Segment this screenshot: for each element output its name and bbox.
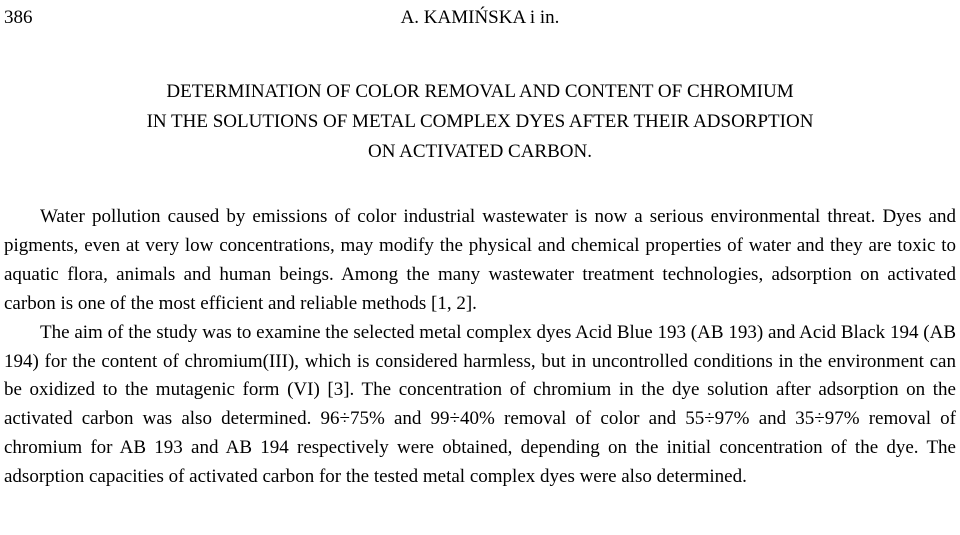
abstract-paragraph-1: Water pollution caused by emissions of color industrial wastewater is now a serious environmental threat. Dyes and pigments, even at very low concentrations, may modify the physical and chemical properties of water and they are toxic to aquatic flora, animals and human beings. Among the many wastewater treatment technologies, adsorption on activated carbon is one of the most efficient and reliable methods [1, 2]. — [4, 206, 956, 314]
article-title — [0, 77, 960, 167]
page-number: 386 — [4, 7, 33, 28]
abstract-paragraph-2: The aim of the study was to examine the selected metal complex dyes Acid Blue 193 (AB 193) and Acid Black 194 (AB 194) for the content of chromium(III), which is considered harmless, but in uncontrolled conditions in the environment can be oxidized to the mutagenic form (VI) [3]. The concentration of chromium in the dye solution after adsorption on the activated carbon was also determined. 96÷75% and 99÷40% removal of color and 55÷97% and 35÷97% removal of chromium for AB 193 and AB 194 respectively were obtained, depending on the initial concentration of the dye. The adsorption capacities of activated carbon for the tested metal complex dyes were also determined. — [4, 321, 956, 488]
abstract-body — [4, 203, 956, 492]
title-line-2: IN THE SOLUTIONS OF METAL COMPLEX DYES AFTER THEIR ADSORPTION — [146, 111, 814, 132]
running-header-authors: A. KAMIŃSKA i in. — [400, 7, 560, 28]
running-header — [0, 6, 960, 30]
title-line-1: DETERMINATION OF COLOR REMOVAL AND CONTENT OF CHROMIUM — [166, 81, 794, 102]
title-line-3: ON ACTIVATED CARBON. — [368, 141, 592, 162]
